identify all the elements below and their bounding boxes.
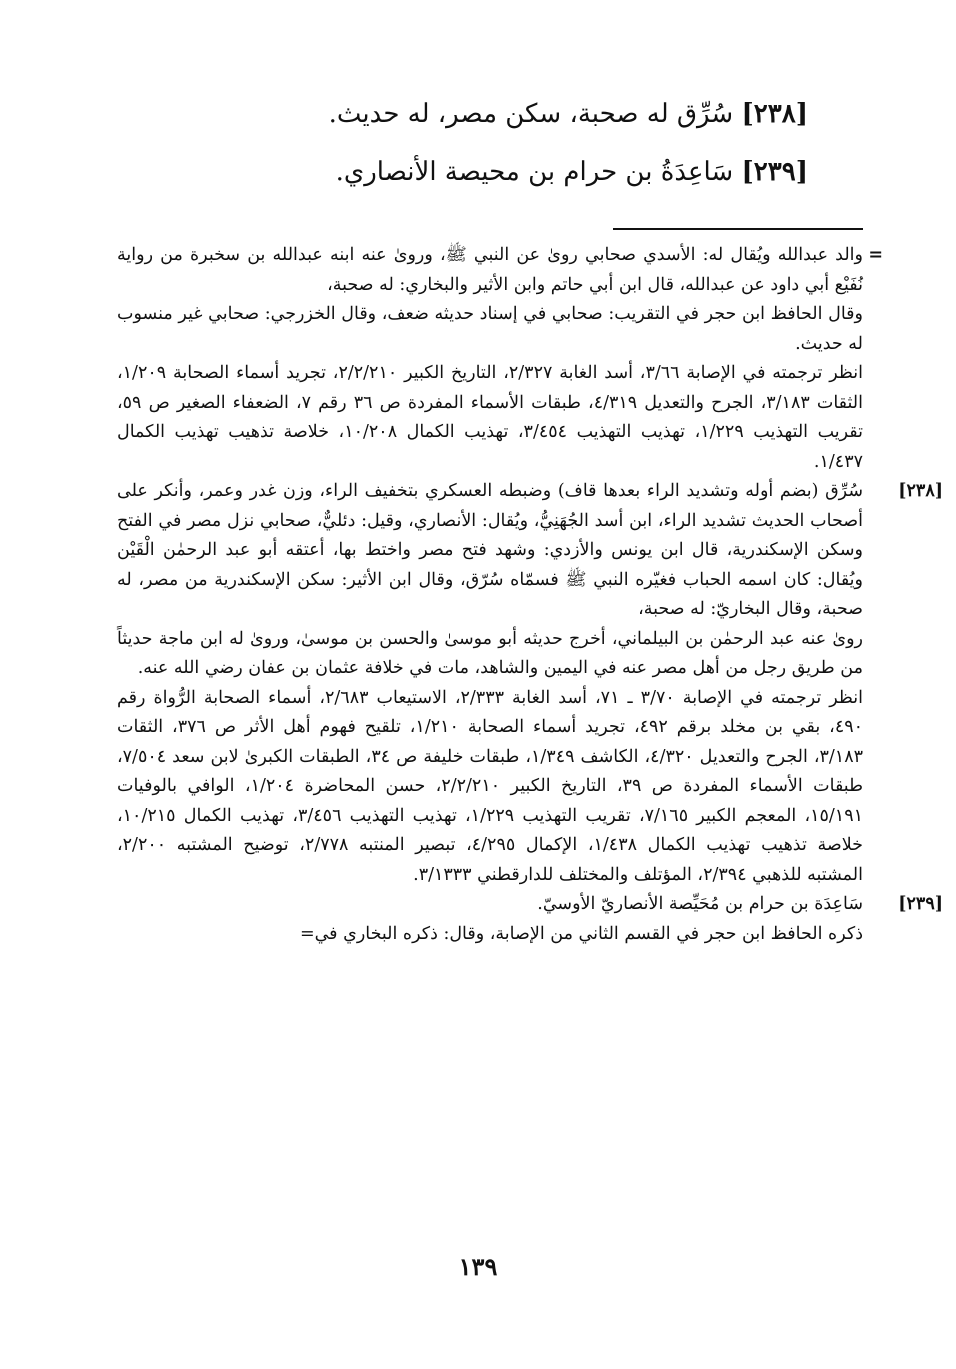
footnote-paragraph: والد عبدالله ويُقال له: الأسدي صحابي روىٰ عن النبي ﷺ، وروىٰ عنه ابنه عبدالله بن سخبرة من رواية نُفَيْع أبي داود عن عبدالله، قال ابن أبي حاتم وابن الأثير والبخاري: له صحبة، bbox=[117, 245, 863, 295]
entry-number: [٢٣٩] bbox=[741, 157, 808, 187]
main-entry-239 bbox=[118, 152, 808, 192]
continuation-marker: = bbox=[868, 245, 883, 265]
footnote-paragraph: انظر ترجمته في الإصابة ٣/٦٦، أسد الغابة ٢/٣٢٧، التاريخ الكبير ٢/٢/٢١٠، تجريد أسماء الصحابة ١/٢٠٩، الثقات ٣/١٨٣، الجرح والتعديل ٤/٣١٩، طبقات الأسماء المفردة ص ٣٦ رقم ٧، الضعفاء الصغير ص ٥٩، تقريب التهذيب ١/٢٢٩، تهذيب التهذيب ٣/٤٥٤، تهذيب الكمال ١٠/٢٠٨، خلاصة تذهيب تهذيب الكمال ١/٤٣٧. bbox=[117, 363, 863, 472]
footnote-238 bbox=[117, 477, 943, 890]
footnote-continuation bbox=[117, 241, 883, 477]
footnotes-section bbox=[117, 241, 943, 949]
footnote-paragraph: سَاعِدَة بن حرام بن مُحَيِّصة الأنصاريّ الأوسيّ. bbox=[537, 894, 863, 914]
main-entry-238 bbox=[118, 94, 808, 134]
footnote-number: [٢٣٩] bbox=[898, 894, 943, 914]
page-number: ١٣٩ bbox=[458, 1252, 498, 1281]
footnote-paragraph: انظر ترجمته في الإصابة ٣/٧٠ ـ ٧١، أسد الغابة ٢/٣٣٣، الاستيعاب ٢/٦٨٣، أسماء الصحابة الرُّواة رقم ٤٩٠، بقي بن مخلد برقم ٤٩٢، تجريد أسماء الصحابة ١/٢١٠، تلقيح فهوم أهل الأثر ص ٣٧٦، الثقات ٣/١٨٣، الجرح والتعديل ٤/٣٢٠، الكاشف ١/٣٤٩، طبقات خليفة ص ٣٤، الطبقات الكبرىٰ لابن سعد ٧/٥٠٤، طبقات الأسماء المفردة ص ٣٩، التاريخ الكبير ٢/٢/٢١٠، حسن المحاضرة ١/٢٠٤، الوافي بالوفيات ١٥/١٩١، المعجم الكبير ٧/١٦٥، تقريب التهذيب ١/٢٢٩، تهذيب التهذيب ٣/٤٥٦، تهذيب الكمال ١٠/٢١٥، خلاصة تذهيب تهذيب الكمال ١/٤٣٨، الإكمال ٤/٢٩٥، تبصير المنتبه ٢/٧٧٨، توضيح المشتبه ٢/٢٠٠، المشتبه للذهبي ٢/٣٩٤، المؤتلف والمختلف للدارقطني ٣/١٣٣٣. bbox=[117, 687, 864, 885]
footnote-separator-rule bbox=[613, 228, 863, 230]
footnote-paragraph: سُرِّق (بضم أوله وتشديد الراء بعدها قاف) وضبطه العسكري بتخفيف الراء، وزن غدر وعمر، وأنكر على أصحاب الحديث تشديد الراء، ابن أسد الجُهَنِيُّ، ويُقال: الأنصاري، وقيل: دئليٌّ، صحابي نزل مصر في الفتح وسكن الإسكندرية، قال ابن يونس والأزدي: وشهد فتح مصر واختط بها، أعتقه أبو عبد الرحمٰن الْقَيْن ويُقال: كان اسمه الحباب فغيّره النبي ﷺ فسمّاه سُرّق، وقال ابن الأثير: سكن الإسكندرية من مصر، له صحبة، وقال البخاريّ: له صحبة، bbox=[117, 481, 863, 619]
footnote-paragraph: وقال الحافظ ابن حجر في التقريب: صحابي في إسناد حديثه ضعف، وقال الخزرجي: صحابي غير منسوب له حديث. bbox=[117, 304, 863, 354]
footnote-paragraph: ذكره الحافظ ابن حجر في القسم الثاني من الإصابة، وقال: ذكره البخاري في= bbox=[299, 923, 863, 944]
footnote-239 bbox=[117, 890, 943, 949]
entry-number: [٢٣٨] bbox=[741, 99, 808, 129]
entry-text: سَاعِدَةُ بن حرام بن محيصة الأنصاري. bbox=[335, 157, 734, 187]
footnote-number: [٢٣٨] bbox=[898, 481, 943, 501]
footnote-paragraph: روىٰ عنه عبد الرحمٰن بن البيلماني، أخرج حديثه أبو موسىٰ والحسن بن موسىٰ، وروىٰ له ابن ماجة حديثاً من طريق رجل من أهل مصر عنه في اليمين والشاهد، مات في خلافة عثمان بن عفان رضي الله عنه. bbox=[117, 628, 863, 678]
entry-text: سُرِّق له صحبة، سكن مصر، له حديث. bbox=[328, 99, 734, 129]
